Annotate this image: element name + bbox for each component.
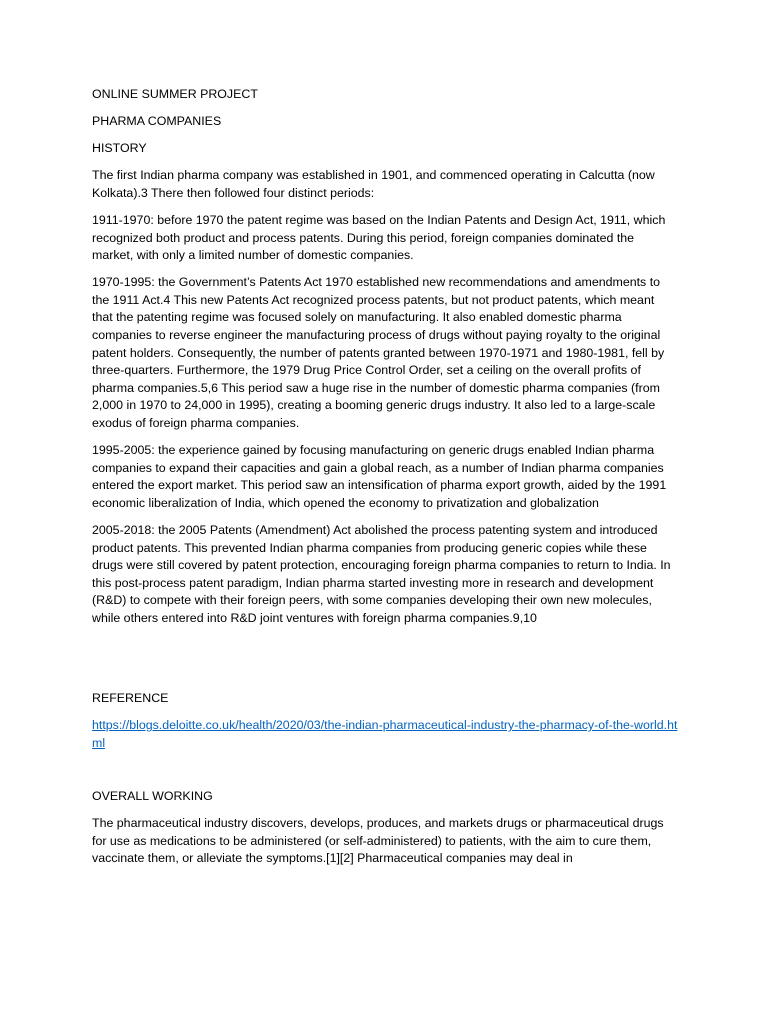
history-heading: HISTORY — [92, 141, 147, 156]
document-title: ONLINE SUMMER PROJECT — [92, 87, 258, 101]
document-page — [92, 86, 678, 877]
history-paragraph-1970-1995: 1970-1995: the Government’s Patents Act 1970 established new recommendations and amendments to the 1911 Act.4 This new Patents Act recognized process patents, but not product patents, which meant that the patenting regime was focused solely on manufacturing. It also enabled domestic pharma companies to reverse engineer the manufacturing process of drugs without paying royalty to the original patent holders. Consequently, the number of patents granted between 1970-1971 and 1980-1981, fell by three-quarters. Furthermore, the 1979 Drug Price Control Order, set a ceiling on the overall profits of pharma companies.5,6 This period saw a huge rise in the number of domestic pharma companies (from 2,000 in 1970 to 24,000 in 1995), creating a booming generic drugs industry. It also led to a large-scale exodus of foreign pharma companies. — [92, 275, 665, 430]
document-subtitle: PHARMA COMPANIES — [92, 114, 222, 129]
history-paragraph-1911-1970: 1911-1970: before 1970 the patent regime was based on the Indian Patents and Design Act, 1911, which recognized both product and process patents. During this period, foreign companies dominated the market, with only a limited number of domestic companies. — [92, 212, 666, 263]
overall-working-paragraph: The pharmaceutical industry discovers, develops, produces, and markets drugs or pharmaceutical drugs for use as medications to be administered (or self-administered) to patients, with the aim to cure them, vaccinate them, or alleviate the symptoms.[1][2] Pharmaceutical companies may deal in — [92, 815, 664, 866]
section-spacer — [92, 637, 678, 690]
overall-working-heading: OVERALL WORKING — [92, 788, 213, 803]
history-paragraph-1995-2005: 1995-2005: the experience gained by focusing manufacturing on generic drugs enabled Indian pharma companies to expand their capacities and gain a global reach, as a number of Indian pharma companies entered the export market. This period saw an intensification of pharma export growth, aided by the 1991 economic liberalization of India, which opened the economy to privatization and globalization — [92, 443, 667, 510]
history-paragraph-intro: The first Indian pharma company was established in 1901, and commenced operating in Calcutta (now Kolkata).3 There then followed four distinct periods: — [92, 168, 655, 200]
reference-heading: REFERENCE — [92, 691, 169, 706]
section-spacer — [92, 762, 678, 788]
history-paragraph-2005-2018: 2005-2018: the 2005 Patents (Amendment) Act abolished the process patenting system and introduced product patents. This prevented Indian pharma companies from producing generic copies while these drugs were still covered by patent protection, encouraging foreign pharma companies to return to India. In this post-process patent paradigm, Indian pharma started investing more in research and development (R&D) to compete with their foreign peers, with some companies developing their own new molecules, while others entered into R&D joint ventures with foreign pharma companies.9,10 — [92, 522, 671, 625]
reference-link[interactable]: https://blogs.deloitte.co.uk/health/2020/03/the-indian-pharmaceutical-industry-the-pharmacy-of-the-world.html — [92, 718, 678, 750]
